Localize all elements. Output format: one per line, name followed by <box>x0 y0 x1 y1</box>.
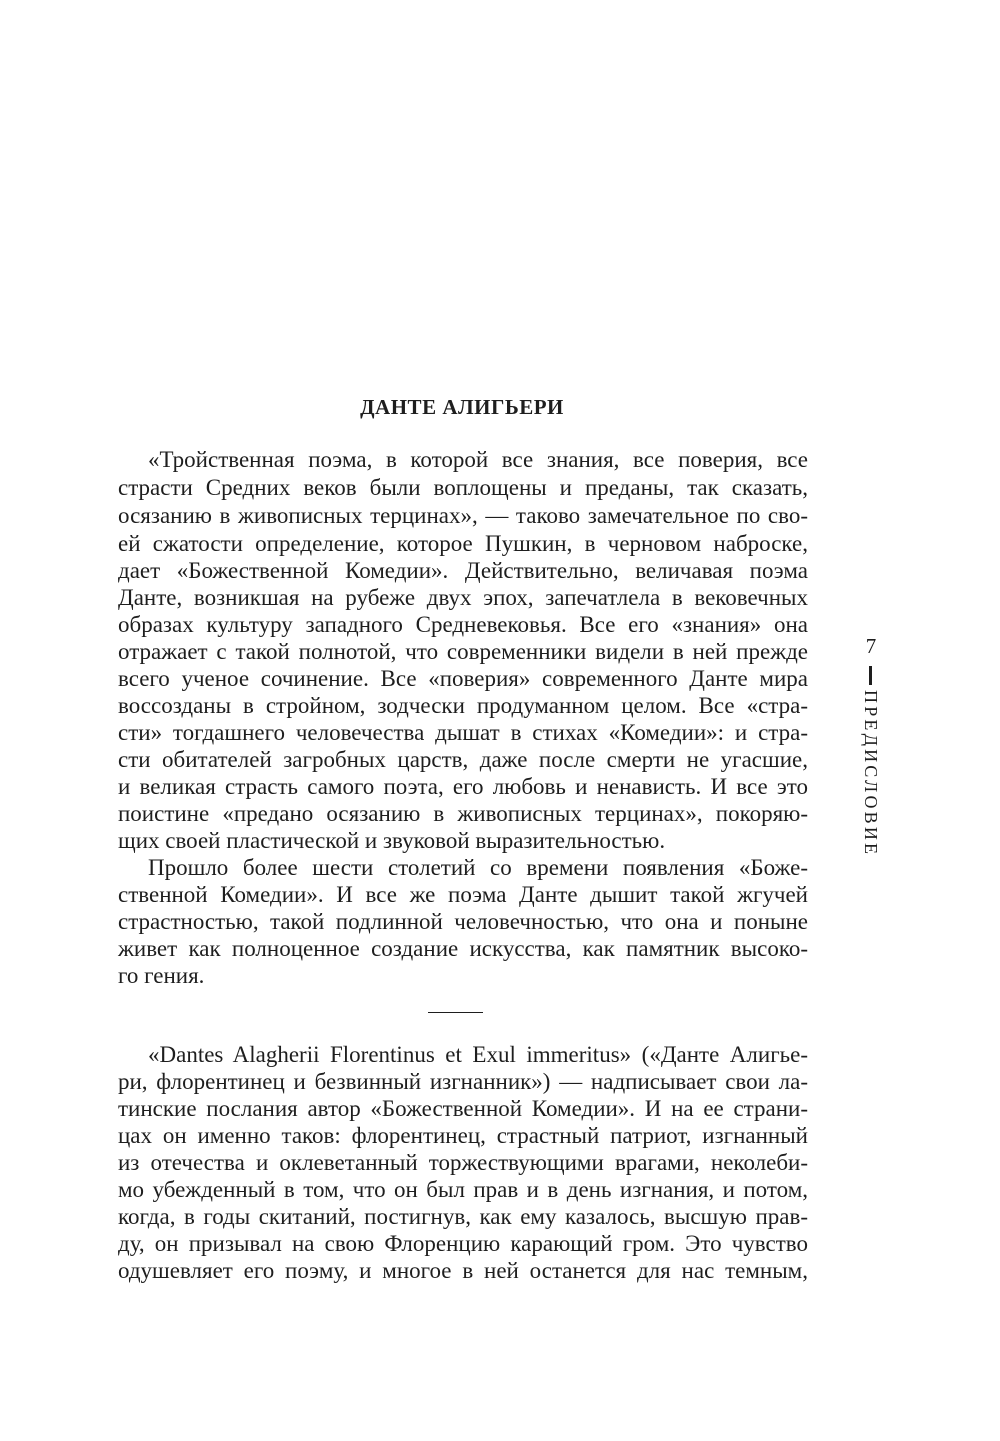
text-line: одушевляет его поэму, и многое в ней останется для нас темным, <box>118 1258 808 1283</box>
text-line: цах он именно таков: флорентинец, страстный патриот, изгнанный <box>118 1123 808 1148</box>
text-line: всего ученое сочинение. Все «поверия» современного Данте мира <box>118 666 808 691</box>
text-line: «Тройственная поэма, в которой все знания, все поверия, все <box>148 447 808 472</box>
text-line: го гения. <box>118 963 205 988</box>
text-line: и великая страсть самого поэта, его любовь и ненависть. И все это <box>118 774 808 799</box>
text-line: мо убежденный в том, что он был прав и в день изгнания, и потом, <box>118 1177 808 1202</box>
text-line: ду, он призывал на свою Флоренцию карающий гром. Это чувство <box>118 1231 808 1256</box>
running-head-label: ПРЕДИСЛОВИЕ <box>861 690 881 858</box>
text-line: отражает с такой полнотой, что современники видели в ней прежде <box>118 639 808 664</box>
page-number: 7 <box>865 634 877 658</box>
text-line: воссозданы в стройном, зодчески продуманном целом. Все «стра- <box>118 693 808 718</box>
text-line: сти обитателей загробных царств, даже после смерти не угасшие, <box>118 747 808 772</box>
text-line: ри, флорентинец и безвинный изгнанник») — надписывает свои ла- <box>118 1069 808 1094</box>
text-line: живет как полноценное создание искусства, как памятник высоко- <box>118 936 808 961</box>
text-line: «Dantes Alagherii Florentinus et Exul immeritus» («Данте Алигье- <box>148 1042 808 1067</box>
text-line: ственной Комедии». И все же поэма Данте дышит такой жгучей <box>118 882 808 907</box>
text-line: страстностью, такой подлинной человечностью, что она и поныне <box>118 909 808 934</box>
text-line: когда, в годы скитаний, постигнув, как ему казалось, высшую прав- <box>118 1204 808 1229</box>
text-line: поистине «предано осязанию в живописных терцинах», покоряю- <box>118 801 808 826</box>
section-divider <box>428 1012 483 1013</box>
text-line: образах культуру западного Средневековья. Все его «знания» она <box>118 612 808 637</box>
text-line: дает «Божественной Комедии». Действительно, величавая поэма <box>118 558 808 583</box>
running-head <box>855 690 887 860</box>
chapter-title: ДАНТЕ АЛИГЬЕРИ <box>360 395 564 419</box>
text-line: тинские послания автор «Божественной Комедии». И на ее страни- <box>118 1096 808 1121</box>
text-line: ей сжатости определение, которое Пушкин, в черновом наброске, <box>118 531 808 556</box>
folio-rule <box>869 666 872 685</box>
text-line: Данте, возникшая на рубеже двух эпох, запечатлела в вековечных <box>118 585 808 610</box>
text-line: щих своей пластической и звуковой выразительностью. <box>118 828 666 853</box>
text-line: сти» тогдашнего человечества дышат в стихах «Комедии»: и стра- <box>118 720 808 745</box>
text-line: Прошло более шести столетий со времени появления «Боже- <box>148 855 808 880</box>
text-line: осязанию в живописных терцинах», — таково замечательное по сво- <box>118 503 808 528</box>
text-line: из отечества и оклеветанный торжествующими врагами, неколеби- <box>118 1150 808 1175</box>
text-line: страсти Средних веков были воплощены и преданы, так сказать, <box>118 475 808 500</box>
